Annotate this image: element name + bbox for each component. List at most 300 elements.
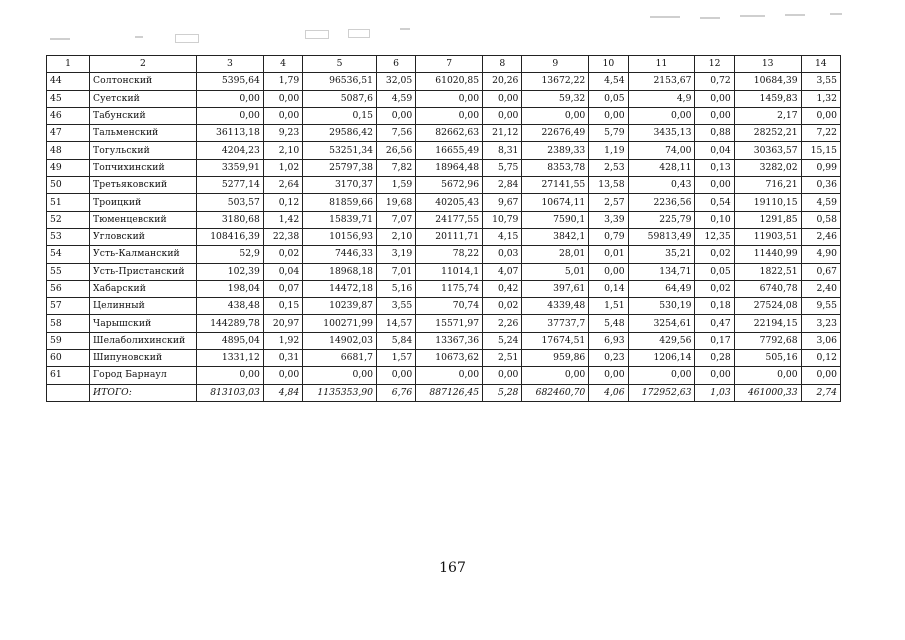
value-cell: 20111,71 [416,228,483,245]
district-name-cell: Усть-Калманский [90,246,197,263]
value-cell: 59,32 [522,90,589,107]
value-cell: 82662,63 [416,125,483,142]
value-cell: 9,23 [263,125,302,142]
district-name-cell: Солтонский [90,73,197,90]
value-cell: 0,67 [801,263,840,280]
row-number-cell: 51 [47,194,90,211]
district-name-cell: Город Барнаул [90,367,197,384]
row-number-cell: 53 [47,228,90,245]
value-cell: 1,03 [695,384,734,401]
value-cell: 2389,33 [522,142,589,159]
table-row [47,211,841,228]
value-cell: 10673,62 [416,350,483,367]
value-cell: 2,10 [263,142,302,159]
table-row [47,73,841,90]
value-cell: 0,00 [589,107,628,124]
value-cell: 4,54 [589,73,628,90]
value-cell: 37737,7 [522,315,589,332]
value-cell: 3180,68 [197,211,264,228]
statistics-table [46,55,841,402]
row-number-cell: 44 [47,73,90,90]
value-cell: 2,57 [589,194,628,211]
value-cell: 0,13 [695,159,734,176]
value-cell: 1,19 [589,142,628,159]
value-cell: 3,55 [801,73,840,90]
value-cell: 3359,91 [197,159,264,176]
value-cell: 0,12 [263,194,302,211]
table-row [47,315,841,332]
value-cell: 52,9 [197,246,264,263]
value-cell: 10674,11 [522,194,589,211]
value-cell: 4,15 [483,228,522,245]
value-cell: 2153,67 [628,73,695,90]
value-cell: 10 [589,56,628,73]
table-row [47,125,841,142]
value-cell: 10239,87 [303,298,377,315]
value-cell: 3842,1 [522,228,589,245]
value-cell: 24177,55 [416,211,483,228]
value-cell: 14902,03 [303,332,377,349]
value-cell: 0,00 [695,177,734,194]
value-cell: 0,00 [416,107,483,124]
scan-noise [40,12,870,52]
value-cell: 3,39 [589,211,628,228]
district-name-cell: Усть-Пристанский [90,263,197,280]
value-cell: 0,00 [628,107,695,124]
value-cell: 15,15 [801,142,840,159]
value-cell: 32,05 [376,73,415,90]
value-cell: 0,04 [263,263,302,280]
value-cell: 3,06 [801,332,840,349]
value-cell: 5,16 [376,280,415,297]
district-name-cell: Хабарский [90,280,197,297]
value-cell: 1,79 [263,73,302,90]
value-cell: 4,59 [376,90,415,107]
value-cell: 2236,56 [628,194,695,211]
value-cell: 0,18 [695,298,734,315]
district-name-cell: Табунский [90,107,197,124]
value-cell: 29586,42 [303,125,377,142]
value-cell: 0,00 [197,107,264,124]
table-row [47,142,841,159]
value-cell: 3435,13 [628,125,695,142]
row-number-cell: 55 [47,263,90,280]
value-cell: 3282,02 [734,159,801,176]
value-cell: 2,84 [483,177,522,194]
district-name-cell: ИТОГО: [90,384,197,401]
value-cell: 22,38 [263,228,302,245]
value-cell: 40205,43 [416,194,483,211]
value-cell: 4,06 [589,384,628,401]
value-cell: 0,00 [801,107,840,124]
value-cell: 9 [522,56,589,73]
value-cell: 0,15 [303,107,377,124]
value-cell: 0,00 [589,263,628,280]
value-cell: 8 [483,56,522,73]
value-cell: 3,23 [801,315,840,332]
value-cell: 0,23 [589,350,628,367]
value-cell: 108416,39 [197,228,264,245]
value-cell: 0,02 [695,280,734,297]
value-cell: 2,10 [376,228,415,245]
value-cell: 144289,78 [197,315,264,332]
value-cell: 1331,12 [197,350,264,367]
value-cell: 172952,63 [628,384,695,401]
value-cell: 5672,96 [416,177,483,194]
value-cell: 25797,38 [303,159,377,176]
value-cell: 15571,97 [416,315,483,332]
value-cell: 5,75 [483,159,522,176]
value-cell: 19,68 [376,194,415,211]
row-number-cell: 45 [47,90,90,107]
value-cell: 0,00 [303,367,377,384]
value-cell: 0,00 [483,367,522,384]
table-row [47,90,841,107]
value-cell: 2,26 [483,315,522,332]
value-cell: 0,14 [589,280,628,297]
value-cell: 0,28 [695,350,734,367]
value-cell: 0,02 [695,246,734,263]
value-cell: 0,05 [589,90,628,107]
value-cell: 0,00 [483,90,522,107]
table-row [47,263,841,280]
value-cell: 5,84 [376,332,415,349]
value-cell: 0,17 [695,332,734,349]
value-cell: 1822,51 [734,263,801,280]
value-cell: 18968,18 [303,263,377,280]
value-cell: 1459,83 [734,90,801,107]
value-cell: 10684,39 [734,73,801,90]
value-cell: 7,01 [376,263,415,280]
value-cell: 4 [263,56,302,73]
row-number-cell: 48 [47,142,90,159]
value-cell: 530,19 [628,298,695,315]
value-cell: 81859,66 [303,194,377,211]
value-cell: 0,00 [263,107,302,124]
value-cell: 20,26 [483,73,522,90]
value-cell: 8,31 [483,142,522,159]
district-name-cell: Тогульский [90,142,197,159]
row-number-cell: 61 [47,367,90,384]
value-cell: 6 [376,56,415,73]
value-cell: 5 [303,56,377,73]
value-cell: 20,97 [263,315,302,332]
value-cell: 74,00 [628,142,695,159]
value-cell: 16655,49 [416,142,483,159]
page-number: 167 [439,560,466,576]
value-cell: 1206,14 [628,350,695,367]
value-cell: 26,56 [376,142,415,159]
value-cell: 0,00 [416,90,483,107]
row-number-cell: 60 [47,350,90,367]
value-cell: 28,01 [522,246,589,263]
value-cell: 1,51 [589,298,628,315]
value-cell: 1,92 [263,332,302,349]
value-cell: 0,00 [416,367,483,384]
value-cell: 96536,51 [303,73,377,90]
table-row [47,177,841,194]
value-cell: 0,00 [483,107,522,124]
row-number-cell: 56 [47,280,90,297]
value-cell: 100271,99 [303,315,377,332]
value-cell: 225,79 [628,211,695,228]
value-cell: 1,59 [376,177,415,194]
value-cell: 4895,04 [197,332,264,349]
value-cell: 22676,49 [522,125,589,142]
value-cell: 505,16 [734,350,801,367]
value-cell: 4339,48 [522,298,589,315]
value-cell: 30363,57 [734,142,801,159]
value-cell: 12 [695,56,734,73]
value-cell: 0,58 [801,211,840,228]
value-cell: 5277,14 [197,177,264,194]
district-name-cell: Троицкий [90,194,197,211]
value-cell: 15839,71 [303,211,377,228]
value-cell: 9,55 [801,298,840,315]
value-cell: 6681,7 [303,350,377,367]
value-cell: 1,32 [801,90,840,107]
value-cell: 0,00 [734,367,801,384]
value-cell: 2,64 [263,177,302,194]
value-cell: 0,88 [695,125,734,142]
value-cell: 134,71 [628,263,695,280]
value-cell: 0,31 [263,350,302,367]
value-cell: 14,57 [376,315,415,332]
value-cell: 13 [734,56,801,73]
value-cell: 0,03 [483,246,522,263]
value-cell: 7,22 [801,125,840,142]
value-cell: 5,01 [522,263,589,280]
value-cell: 3,19 [376,246,415,263]
value-cell: 0,00 [197,367,264,384]
value-cell: 0,00 [522,107,589,124]
value-cell: 27524,08 [734,298,801,315]
value-cell: 13672,22 [522,73,589,90]
value-cell: 1,57 [376,350,415,367]
value-cell: 0,02 [483,298,522,315]
district-name-cell: Шипуновский [90,350,197,367]
district-name-cell: Третьяковский [90,177,197,194]
district-name-cell: Топчихинский [90,159,197,176]
value-cell: 6740,78 [734,280,801,297]
value-cell: 14 [801,56,840,73]
value-cell: 0,00 [522,367,589,384]
value-cell: 4,59 [801,194,840,211]
value-cell: 0,00 [628,367,695,384]
value-cell: 0,15 [263,298,302,315]
value-cell: 1175,74 [416,280,483,297]
value-cell: 78,22 [416,246,483,263]
value-cell: 18964,48 [416,159,483,176]
value-cell: 14472,18 [303,280,377,297]
value-cell: 3,55 [376,298,415,315]
value-cell: 2,40 [801,280,840,297]
value-cell: 70,74 [416,298,483,315]
value-cell: 5395,64 [197,73,264,90]
value-cell: 13367,36 [416,332,483,349]
value-cell: 7,82 [376,159,415,176]
district-name-cell: Угловский [90,228,197,245]
value-cell: 397,61 [522,280,589,297]
district-name-cell: 2 [90,56,197,73]
value-cell: 0,00 [197,90,264,107]
value-cell: 102,39 [197,263,264,280]
table-row [47,246,841,263]
value-cell: 59813,49 [628,228,695,245]
district-name-cell: Шелаболихинский [90,332,197,349]
value-cell: 7590,1 [522,211,589,228]
value-cell: 11440,99 [734,246,801,263]
row-number-cell: 46 [47,107,90,124]
row-number-cell: 50 [47,177,90,194]
value-cell: 0,05 [695,263,734,280]
value-cell: 4,90 [801,246,840,263]
value-cell: 959,86 [522,350,589,367]
row-number-cell: 58 [47,315,90,332]
value-cell: 438,48 [197,298,264,315]
value-cell: 22194,15 [734,315,801,332]
value-cell: 503,57 [197,194,264,211]
value-cell: 27141,55 [522,177,589,194]
value-cell: 0,02 [263,246,302,263]
value-cell: 0,10 [695,211,734,228]
value-cell: 2,51 [483,350,522,367]
table-row [47,350,841,367]
value-cell: 9,67 [483,194,522,211]
value-cell: 10,79 [483,211,522,228]
value-cell: 10156,93 [303,228,377,245]
table-row [47,228,841,245]
value-cell: 2,53 [589,159,628,176]
value-cell: 1,42 [263,211,302,228]
value-cell: 2,74 [801,384,840,401]
value-cell: 7,56 [376,125,415,142]
value-cell: 2,17 [734,107,801,124]
value-cell: 5087,6 [303,90,377,107]
value-cell: 28252,21 [734,125,801,142]
district-name-cell: Чарышский [90,315,197,332]
value-cell: 1135353,90 [303,384,377,401]
value-cell: 13,58 [589,177,628,194]
value-cell: 0,00 [695,367,734,384]
value-cell: 0,79 [589,228,628,245]
value-cell: 6,93 [589,332,628,349]
row-number-cell: 59 [47,332,90,349]
value-cell: 61020,85 [416,73,483,90]
row-number-cell: 47 [47,125,90,142]
table-row [47,332,841,349]
row-number-cell: 54 [47,246,90,263]
value-cell: 0,47 [695,315,734,332]
value-cell: 11014,1 [416,263,483,280]
table-row [47,194,841,211]
value-cell: 4,84 [263,384,302,401]
value-cell: 0,42 [483,280,522,297]
district-name-cell: Тюменцевский [90,211,197,228]
value-cell: 1,02 [263,159,302,176]
value-cell: 887126,45 [416,384,483,401]
table-row [47,159,841,176]
value-cell: 36113,18 [197,125,264,142]
value-cell: 7,07 [376,211,415,228]
value-cell: 17674,51 [522,332,589,349]
value-cell: 5,24 [483,332,522,349]
value-cell: 198,04 [197,280,264,297]
value-cell: 3170,37 [303,177,377,194]
value-cell: 0,54 [695,194,734,211]
value-cell: 0,99 [801,159,840,176]
value-cell: 0,00 [376,107,415,124]
value-cell: 0,00 [589,367,628,384]
value-cell: 3254,61 [628,315,695,332]
value-cell: 12,35 [695,228,734,245]
value-cell: 716,21 [734,177,801,194]
table-total-row [47,384,841,401]
value-cell: 64,49 [628,280,695,297]
table-header-row [47,56,841,73]
value-cell: 19110,15 [734,194,801,211]
table-row [47,107,841,124]
value-cell: 0,36 [801,177,840,194]
value-cell: 6,76 [376,384,415,401]
district-name-cell: Тальменский [90,125,197,142]
value-cell: 11903,51 [734,228,801,245]
table-row [47,367,841,384]
value-cell: 0,00 [263,367,302,384]
value-cell: 0,07 [263,280,302,297]
value-cell: 0,72 [695,73,734,90]
value-cell: 5,48 [589,315,628,332]
value-cell: 0,00 [263,90,302,107]
value-cell: 5,79 [589,125,628,142]
value-cell: 429,56 [628,332,695,349]
value-cell: 428,11 [628,159,695,176]
value-cell: 8353,78 [522,159,589,176]
value-cell: 0,01 [589,246,628,263]
value-cell: 4,9 [628,90,695,107]
row-number-cell [47,384,90,401]
value-cell: 7446,33 [303,246,377,263]
value-cell: 7 [416,56,483,73]
value-cell: 0,00 [376,367,415,384]
value-cell: 0,00 [801,367,840,384]
value-cell: 4,07 [483,263,522,280]
value-cell: 4204,23 [197,142,264,159]
value-cell: 1291,85 [734,211,801,228]
value-cell: 21,12 [483,125,522,142]
value-cell: 461000,33 [734,384,801,401]
value-cell: 0,12 [801,350,840,367]
value-cell: 2,46 [801,228,840,245]
value-cell: 53251,34 [303,142,377,159]
value-cell: 35,21 [628,246,695,263]
value-cell: 0,04 [695,142,734,159]
value-cell: 682460,70 [522,384,589,401]
row-number-cell: 1 [47,56,90,73]
value-cell: 0,00 [695,107,734,124]
value-cell: 3 [197,56,264,73]
row-number-cell: 52 [47,211,90,228]
value-cell: 0,00 [695,90,734,107]
value-cell: 0,43 [628,177,695,194]
table-row [47,298,841,315]
district-name-cell: Целинный [90,298,197,315]
value-cell: 7792,68 [734,332,801,349]
district-name-cell: Суетский [90,90,197,107]
value-cell: 813103,03 [197,384,264,401]
value-cell: 11 [628,56,695,73]
value-cell: 5,28 [483,384,522,401]
